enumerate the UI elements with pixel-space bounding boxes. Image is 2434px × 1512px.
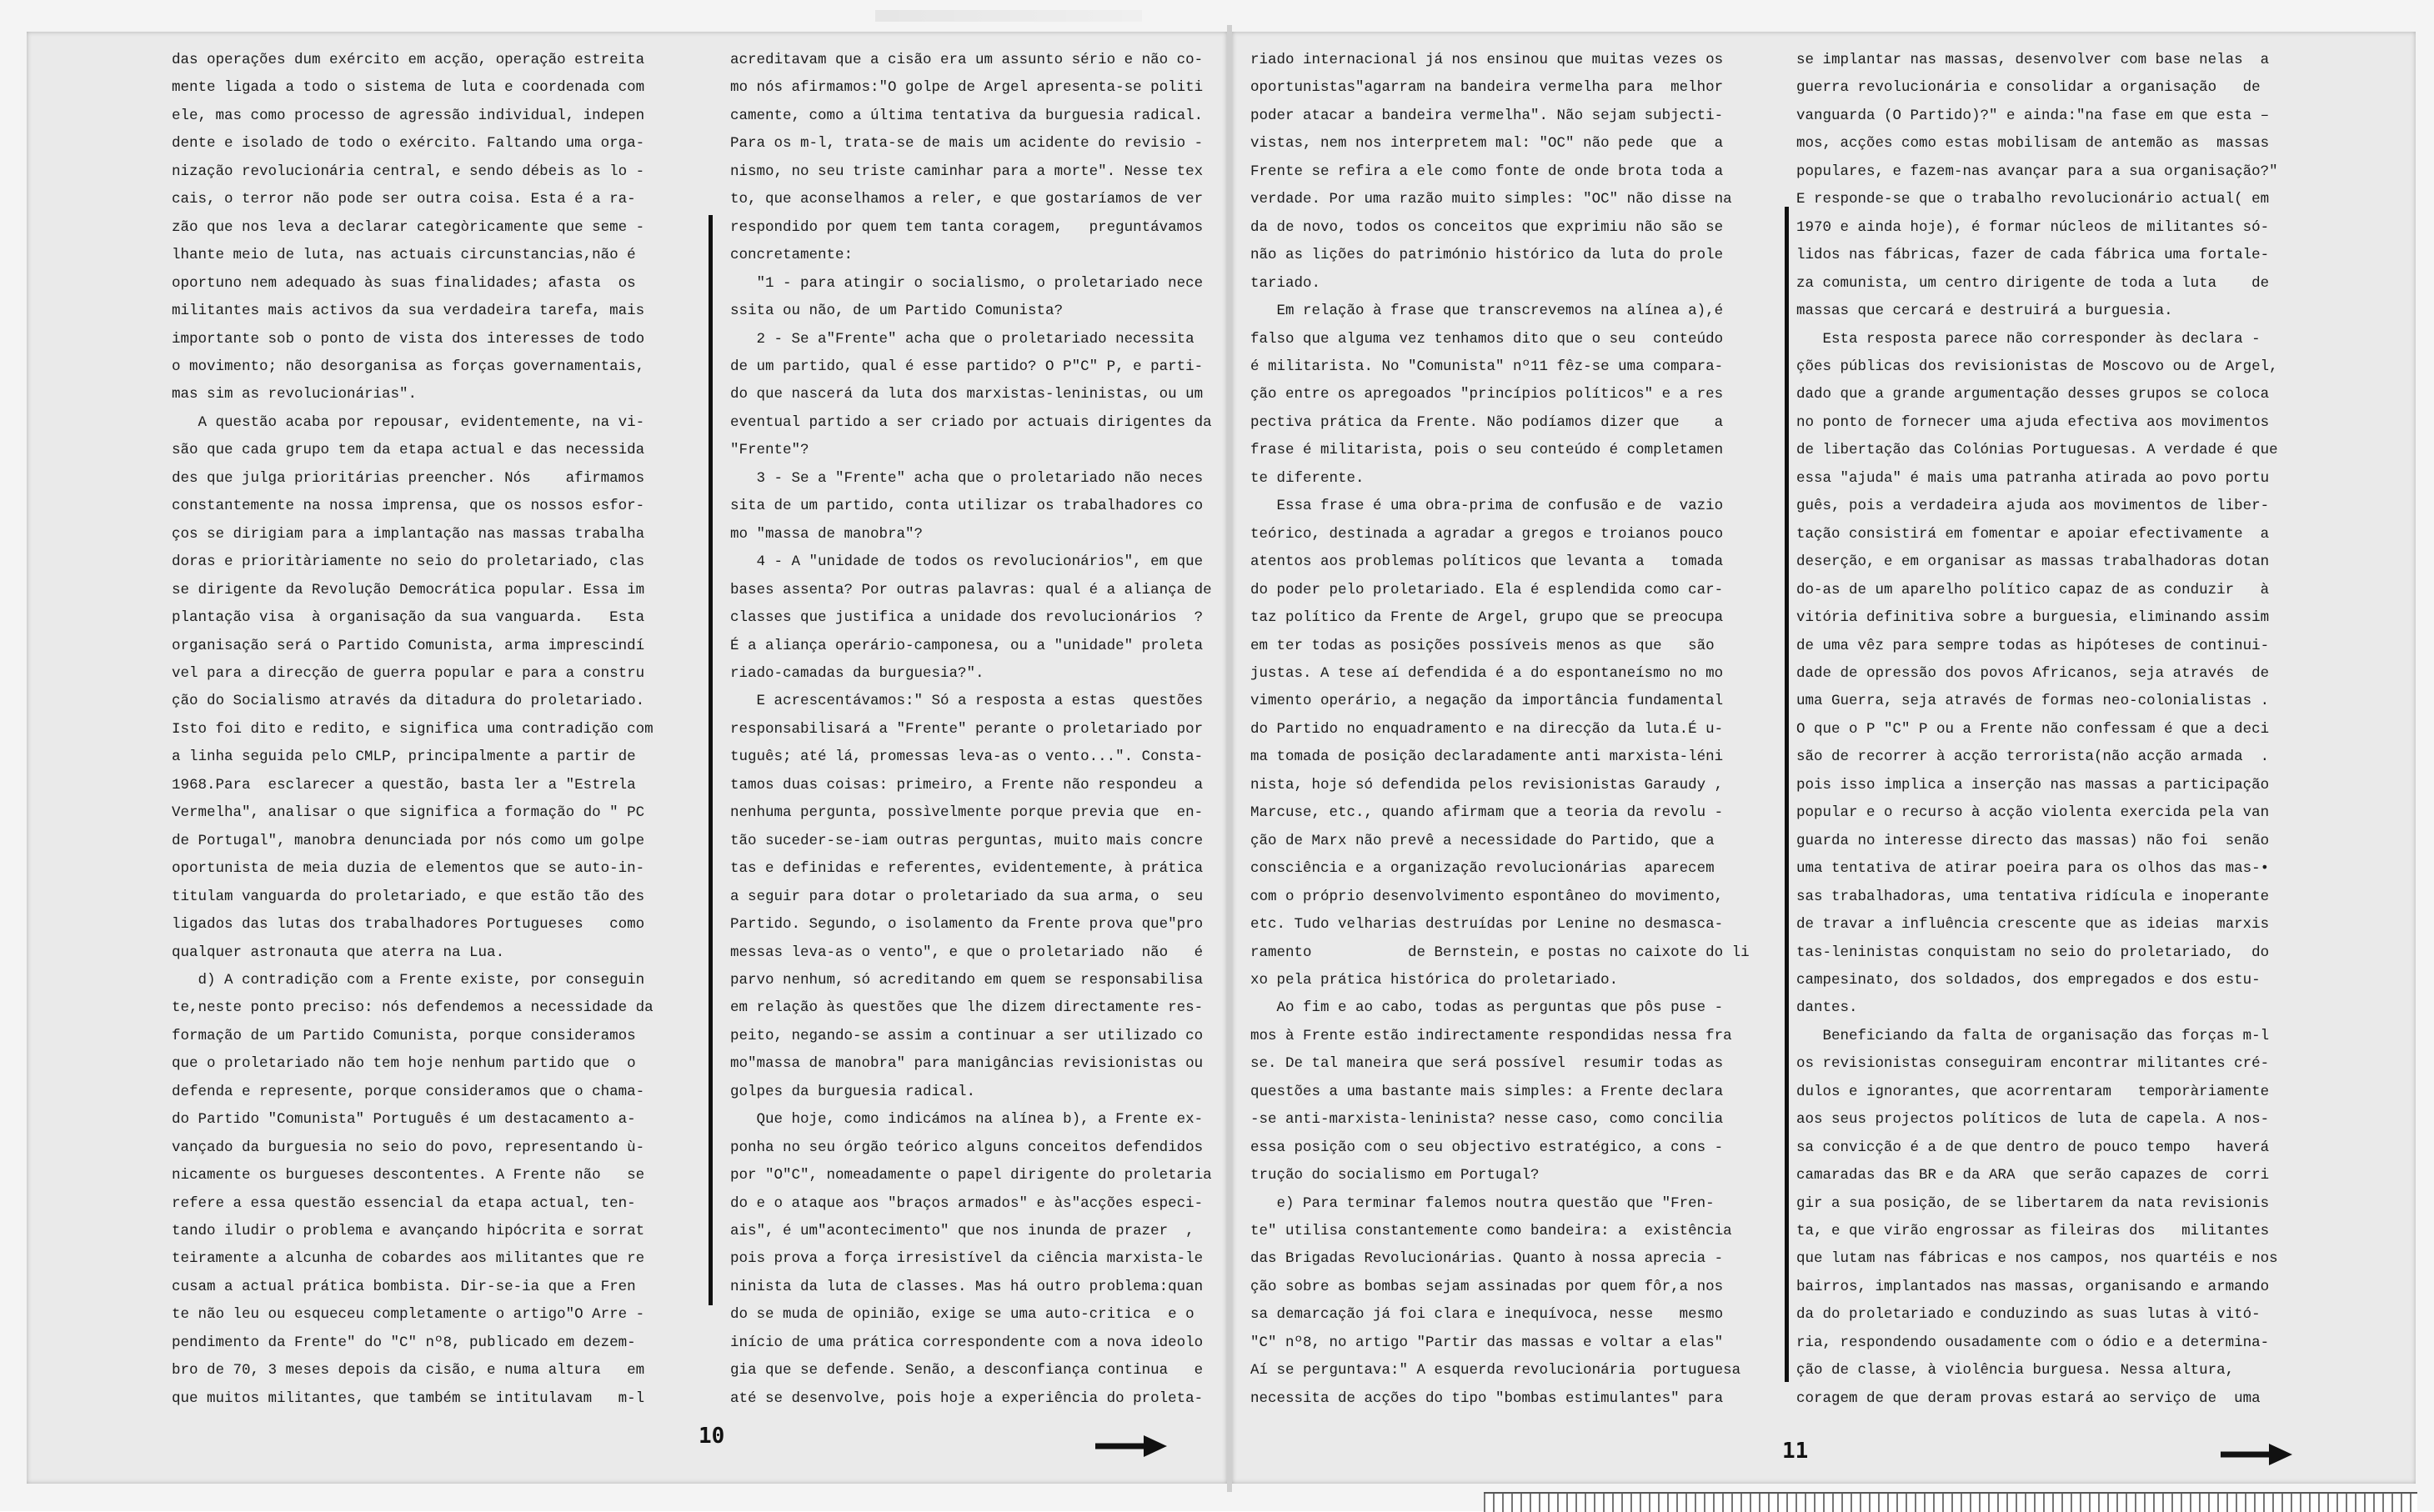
text-line: são de recorrer à acção terrorista(não acção armada . (1796, 748, 2270, 766)
text-line: Partido. Segundo, o isolamento da Frente prova que"pro (730, 916, 1204, 934)
text-line: te não leu ou esqueceu completamente o artigo"O Arre - (172, 1306, 645, 1324)
text-line: início de uma prática correspondente com a nova ideolo (730, 1334, 1204, 1351)
text-line: Esta resposta parece não corresponder às declara - (1796, 330, 2261, 348)
text-line: ssita ou não, de um Partido Comunista? (730, 303, 1064, 320)
text-line: te,neste ponto preciso: nós defendemos a necessidade da (172, 999, 654, 1017)
text-line: da de novo, todos os conceitos que exprimiu não são se (1250, 218, 1724, 236)
text-line: poder atacar a bandeira vermelha". Não sejam subjecti- (1250, 107, 1724, 124)
text-line: oportunistas"agarram na bandeira vermelha para melhor (1250, 79, 1724, 97)
text-line: em ter todas as posições possíveis menos as que são (1250, 637, 1715, 654)
margin-highlight-bar (1785, 207, 1789, 1382)
text-line: do-as de um aparelho político capaz de as conduzir à (1796, 581, 2270, 598)
text-line: tão suceder-se-iam outras perguntas, muito mais concre (730, 832, 1204, 849)
text-line: Em relação à frase que transcrevemos na alínea a),é (1250, 303, 1724, 320)
text-line: vistas, nem nos interpretem mal: "OC" não pede que a (1250, 135, 1724, 153)
right-arrow-icon (2219, 1440, 2296, 1469)
text-line: os revisionistas conseguiram encontrar militantes cré- (1796, 1055, 2270, 1073)
text-line: Vermelha", analisar o que significa a formação do " PC (172, 804, 645, 822)
text-line: de uma vêz para sempre todas as hipóteses de continui- (1796, 637, 2270, 654)
text-line: consciência e a organização revolucionárias aparecem (1250, 860, 1715, 878)
text-line: ção de Marx não prevê a necessidade do Partido, que a (1250, 832, 1715, 849)
text-line: etc. Tudo velharias destruídas por Lenine no desmasca- (1250, 916, 1724, 934)
text-line: questões a uma bastante mais simples: a Frente declara (1250, 1083, 1724, 1100)
text-line: peito, negando-se assim a continuar a ser utilizado co (730, 1027, 1204, 1044)
text-line: messas leva-as o vento", e que o proletariado não é (730, 944, 1204, 961)
text-line: uma tentativa de atirar poeira para os olhos das mas-• (1796, 860, 2270, 878)
text-line: riado internacional já nos ensinou que muitas vezes os (1250, 52, 1724, 68)
text-line: tas e definidas e referentes, evidentemente, à prática (730, 860, 1204, 878)
text-line: do poder pelo proletariado. Ela é esplendida como car- (1250, 581, 1724, 598)
text-line: deserção, e em organisar as massas trabalhadoras dotan (1796, 553, 2270, 571)
text-line: das operações dum exército em acção, operação estreita (172, 52, 645, 68)
text-line: necessita de acções do tipo "bombas estimulantes" para (1250, 1389, 1724, 1407)
text-line: 1968.Para esclarecer a questão, basta ler a "Estrela (172, 776, 636, 794)
text-line: ponha no seu órgão teórico alguns conceitos defendidos (730, 1139, 1204, 1156)
text-line: tariado. (1250, 274, 1321, 292)
text-line: nização revolucionária central, e sendo débeis as lo - (172, 163, 645, 180)
text-line: que muitos militantes, que também se intitulavam m-l (172, 1389, 645, 1407)
text-line: do Partido "Comunista" Português é um destacamento a- (172, 1111, 636, 1129)
text-line: pectiva prática da Frente. Não podíamos dizer que a (1250, 413, 1724, 431)
text-line: falso que alguma vez tenhamos dito que o seu conteúdo (1250, 330, 1724, 348)
text-line: dantes. (1796, 999, 1858, 1017)
text-line: sita de um partido, conta utilizar os trabalhadores co (730, 498, 1204, 515)
text-line: bro de 70, 3 meses depois da cisão, e numa altura em (172, 1362, 645, 1379)
text-line: "C" nº8, no artigo "Partir das massas e voltar a elas" (1250, 1334, 1724, 1351)
text-line: teiramente a alcunha de cobardes aos militantes que re (172, 1250, 645, 1268)
text-line: mo"massa de manobra" para manigâncias revisionistas ou (730, 1055, 1204, 1073)
text-line: d) A contradição com a Frente existe, por conseguin (172, 971, 645, 989)
text-line: mo "massa de manobra"? (730, 525, 924, 543)
text-line: ção sobre as bombas sejam assinadas por quem fôr,a nos (1250, 1278, 1724, 1295)
text-line: plantação visa à organisação da sua vanguarda. Esta (172, 609, 645, 627)
text-line: oportuno nem adequado às suas finalidades; afasta os (172, 274, 636, 292)
text-line: bases assenta? Por outras palavras: qual é a aliança de (730, 581, 1212, 598)
text-line: dado que a grande argumentação desses grupos se coloca (1796, 386, 2270, 403)
text-line: teórico, destinada a agradar a gregos e troianos pouco (1250, 525, 1724, 543)
text-line: "Frente"? (730, 442, 809, 459)
text-line: de travar a influência crescente que as ideias marxis (1796, 916, 2270, 934)
text-line: importante sob o ponto de vista dos interesses de todo (172, 330, 645, 348)
text-line: formação de um Partido Comunista, porque consideramos (172, 1027, 636, 1044)
right-arrow-icon (1094, 1432, 1170, 1460)
text-line: to, que aconselhamos a reler, e que gostaríamos de ver (730, 191, 1204, 208)
text-line: no ponto de fornecer uma ajuda efectiva aos movimentos (1796, 413, 2270, 431)
text-line: eventual partido a ser criado por actuais dirigentes da (730, 413, 1212, 431)
page-number-left: 10 (699, 1424, 725, 1449)
text-line: de libertação das Colónias Portuguesas. A verdade é que (1796, 442, 2278, 459)
text-line: dulos e ignorantes, que acorrentaram temporàriamente (1796, 1083, 2270, 1100)
page-number-right: 11 (1782, 1439, 1809, 1464)
text-line: dente e isolado de todo o exército. Faltando uma orga- (172, 135, 645, 153)
scan-edge-smudge (875, 10, 1142, 22)
left-page-column-1 (172, 47, 697, 1414)
text-line: ção de classe, à violência burguesa. Nessa altura, (1796, 1362, 2235, 1379)
text-line: golpes da burguesia radical. (730, 1083, 976, 1100)
text-line: ais", é um"acontecimento" que nos inunda de prazer , (730, 1223, 1194, 1240)
text-line: sa demarcação já foi clara e inequívoca, nesse mesmo (1250, 1306, 1724, 1324)
text-line: xo pela prática histórica do proletariado. (1250, 971, 1619, 989)
text-line: com o próprio desenvolvimento espontâneo do movimento, (1250, 888, 1724, 905)
text-line: se dirigente da Revolução Democrática popular. Essa im (172, 581, 645, 598)
text-line: Que hoje, como indicámos na alínea b), a Frente ex- (730, 1111, 1204, 1129)
text-line: titulam vanguarda do proletariado, e que estão tão des (172, 888, 645, 905)
text-line: oportunista de meia duzia de elementos que se auto-in- (172, 860, 645, 878)
text-line: gir a sua posição, de se libertarem da nata revisionis (1796, 1194, 2270, 1212)
text-line: que lutam nas fábricas e nos campos, nos quartéis e nos (1796, 1250, 2278, 1268)
text-line: vitória definitiva sobre a burguesia, eliminando assim (1796, 609, 2270, 627)
text-line: guês, pois a verdadeira ajuda aos movimentos de liber- (1796, 498, 2270, 515)
text-line: massas que cercará e destruirá a burguesia. (1796, 303, 2173, 320)
text-line: nicamente os burgueses descontentes. A Frente não se (172, 1167, 645, 1184)
text-line: tação consistirá em fomentar e apoiar efectivamente a (1796, 525, 2270, 543)
text-line: do que nascerá da luta dos marxistas-leninistas, ou um (730, 386, 1204, 403)
text-line: 2 - Se a"Frente" acha que o proletariado necessita (730, 330, 1194, 348)
text-line: tuguês; até lá, promessas leva-as o vento...". Consta- (730, 748, 1204, 766)
text-line: que o proletariado não tem hoje nenhum partido que o (172, 1055, 636, 1073)
text-line: 4 - A "unidade de todos os revolucionários", em que (730, 553, 1204, 571)
text-line: mos à Frente estão indirectamente respondidas nessa fra (1250, 1027, 1732, 1044)
text-line: mente ligada a todo o sistema de luta e coordenada com (172, 79, 645, 97)
text-line: Beneficiando da falta de organisação das forças m-l (1796, 1027, 2270, 1044)
text-line: classes que justifica a unidade dos revolucionários ? (730, 609, 1204, 627)
text-line: ções públicas dos revisionistas de Moscovo ou de Argel, (1796, 358, 2278, 375)
text-line: Ao fim e ao cabo, todas as perguntas que pôs puse - (1250, 999, 1724, 1017)
text-line: de Portugal", manobra denunciada por nós como um golpe (172, 832, 645, 849)
text-line: ção do Socialismo através da ditadura do proletariado. (172, 693, 645, 710)
text-line: pendimento da Frente" do "C" nº8, publicado em dezem- (172, 1334, 636, 1351)
text-line: se implantar nas massas, desenvolver com base nelas a (1796, 52, 2270, 68)
text-line: ele, mas como processo de agressão individual, indepen (172, 107, 645, 124)
text-line: 3 - Se a "Frente" acha que o proletariado não neces (730, 469, 1204, 487)
text-line: popular e o recurso à acção violenta exercida pela van (1796, 804, 2270, 822)
text-line: gia que se defende. Senão, a desconfiança continua e (730, 1362, 1204, 1379)
text-line: militantes mais activos da sua verdadeira tarefa, mais (172, 303, 645, 320)
text-line: refere a essa questão essencial da etapa actual, ten- (172, 1194, 636, 1212)
text-line: e) Para terminar falemos noutra questão que "Fren- (1250, 1194, 1715, 1212)
text-line: -se anti-marxista-leninista? nesse caso, como concilia (1250, 1111, 1724, 1129)
text-line: aos seus projectos políticos de luta de capela. A nos- (1796, 1111, 2270, 1129)
text-line: nenhuma pergunta, possìvelmente porque previa que en- (730, 804, 1204, 822)
text-line: essa posição com o seu objectivo estratégico, a cons - (1250, 1139, 1724, 1156)
text-line: ramento de Bernstein, e postas no caixote do li (1250, 944, 1750, 961)
text-line: sa convicção é a de que dentro de pouco tempo haverá (1796, 1139, 2270, 1156)
text-line: de um partido, qual é esse partido? O P"C" P, e parti- (730, 358, 1204, 375)
text-line: lidos nas fábricas, fazer de cada fábrica uma fortale- (1796, 247, 2270, 264)
text-line: tas-leninistas conquistam no seio do proletariado, do (1796, 944, 2270, 961)
text-line: 1970 e ainda hoje), é formar núcleos de militantes só- (1796, 218, 2270, 236)
text-line: populares, e fazem-nas avançar para a sua organisação?" (1796, 163, 2278, 180)
text-line: ninista da luta de classes. Mas há outro problema:quan (730, 1278, 1204, 1295)
text-line: O que o P "C" P ou a Frente não confessam é que a deci (1796, 720, 2270, 738)
text-line: taz político da Frente de Argel, grupo que se preocupa (1250, 609, 1724, 627)
text-line: a seguir para dotar o proletariado da sua arma, o seu (730, 888, 1204, 905)
text-line: vanguarda (O Partido)?" e ainda:"na fase em que esta – (1796, 107, 2270, 124)
left-page-column-2 (730, 47, 1230, 1414)
text-line: des que julga prioritárias preencher. Nós afirmamos (172, 469, 645, 487)
text-line: ção entre os apregoados "princípios políticos" e a res (1250, 386, 1724, 403)
text-line: Marcuse, etc., quando afirmam que a teoria da revolu - (1250, 804, 1724, 822)
text-line: concretamente: (730, 247, 854, 264)
text-line: vançado da burguesia no seio do povo, representando ù- (172, 1139, 645, 1156)
text-line: tamos duas coisas: primeiro, a Frente não respondeu a (730, 776, 1204, 794)
text-line: riado-camadas da burguesia?". (730, 664, 984, 682)
text-line: em relação às questões que lhe dizem directamente res- (730, 999, 1204, 1017)
text-line: acreditavam que a cisão era um assunto sério e não co- (730, 52, 1204, 68)
text-line: é militarista. No "Comunista" nº11 fêz-se uma compara- (1250, 358, 1724, 375)
text-line: É a aliança operário-camponesa, ou a "unidade" proleta (730, 637, 1204, 654)
right-page-column-2 (1796, 47, 2321, 1414)
text-line: Para os m-l, trata-se de mais um acidente do revisio - (730, 135, 1204, 153)
text-line: vimento operário, a negação da importância fundamental (1250, 693, 1724, 710)
text-line: essa "ajuda" é mais uma patranha atirada ao povo portu (1796, 469, 2270, 487)
text-line: campesinato, dos soldados, dos empregados e dos estu- (1796, 971, 2261, 989)
text-line: A questão acaba por repousar, evidentemente, na vi- (172, 413, 645, 431)
text-line: respondido por quem tem tanta coragem, preguntávamos (730, 218, 1204, 236)
text-line: nismo, no seu triste caminhar para a morte". Nesse tex (730, 163, 1204, 180)
text-line: das Brigadas Revolucionárias. Quanto à nossa aprecia - (1250, 1250, 1724, 1268)
text-line: do se muda de opinião, exige se uma auto-critica e o (730, 1306, 1194, 1324)
margin-highlight-bar (709, 215, 713, 1305)
text-line: Isto foi dito e redito, e significa uma contradição com (172, 720, 654, 738)
text-line: se. De tal maneira que será possível resumir todas as (1250, 1055, 1724, 1073)
text-line: justas. A tese aí defendida é a do espontaneísmo no mo (1250, 664, 1724, 682)
text-line: qualquer astronauta que aterra na Lua. (172, 944, 505, 961)
text-line: organisação será o Partido Comunista, arma imprescindí (172, 637, 645, 654)
text-line: dade de opressão dos povos Africanos, seja através de (1796, 664, 2270, 682)
text-line: coragem de que deram provas estará ao serviço de uma (1796, 1389, 2261, 1407)
text-line: até se desenvolve, pois hoje a experiência do proleta- (730, 1389, 1204, 1407)
text-line: ços se dirigiam para a implantação nas massas trabalha (172, 525, 645, 543)
text-line: mo nós afirmamos:"O golpe de Argel apresenta-se politi (730, 79, 1204, 97)
text-line: za comunista, um centro dirigente de toda a luta de (1796, 274, 2270, 292)
text-line: te diferente. (1250, 469, 1365, 487)
text-line: camaradas das BR e da ARA que serão capazes de corri (1796, 1167, 2270, 1184)
text-line: pois prova a força irresistível da ciência marxista-le (730, 1250, 1204, 1268)
text-line: cusam a actual prática bombista. Dir-se-ia que a Fren (172, 1278, 636, 1295)
text-line: E acrescentávamos:" Só a resposta a estas questões (730, 693, 1204, 710)
scan-scale-ruler (1484, 1492, 2417, 1512)
text-line: do e o ataque aos "braços armados" e às"acções especi- (730, 1194, 1204, 1212)
text-line: são que cada grupo tem da etapa actual e das necessida (172, 442, 645, 459)
text-line: sas trabalhadoras, uma tentativa ridícula e inoperante (1796, 888, 2270, 905)
text-line: ligados das lutas dos trabalhadores Portugueses como (172, 916, 645, 934)
text-line: da do proletariado e conduzindo as suas lutas à vitó- (1796, 1306, 2261, 1324)
text-line: E responde-se que o trabalho revolucionário actual( em (1796, 191, 2270, 208)
text-line: o movimento; não desorganisa as forças governamentais, (172, 358, 645, 375)
text-line: uma Guerra, seja através de formas neo-colonialistas . (1796, 693, 2270, 710)
text-line: cais, o terror não pode ser outra coisa. Esta é a ra- (172, 191, 636, 208)
text-line: mas sim as revolucionárias". (172, 386, 418, 403)
text-line: nista, hoje só defendida pelos revisionistas Garaudy , (1250, 776, 1724, 794)
text-line: ma tomada de posição declaradamente anti marxista-léni (1250, 748, 1724, 766)
text-line: constantemente na nossa imprensa, que os nossos esfor- (172, 498, 645, 515)
right-page-column-1 (1250, 47, 1771, 1414)
text-line: não as lições do património histórico da luta do prole (1250, 247, 1724, 264)
text-line: pois isso implica a inserção nas massas a participação (1796, 776, 2270, 794)
text-line: mos, acções como estas mobilisam de antemão as massas (1796, 135, 2270, 153)
text-line: a linha seguida pelo CMLP, principalmente a partir de (172, 748, 636, 766)
text-line: "1 - para atingir o socialismo, o proletariado nece (730, 274, 1204, 292)
text-line: ria, respondendo ousadamente com o ódio e a determina- (1796, 1334, 2270, 1351)
text-line: guarda no interesse directo das massas) não foi senão (1796, 832, 2270, 849)
text-line: camente, como a última tentativa da burguesia radical. (730, 107, 1204, 124)
text-line: Essa frase é uma obra-prima de confusão e de vazio (1250, 498, 1724, 515)
text-line: frase é militarista, pois o seu conteúdo é completamen (1250, 442, 1724, 459)
text-line: lhante meio de luta, nas actuais circunstancias,não é (172, 247, 636, 264)
text-line: doras e prioritàriamente no seio do proletariado, clas (172, 553, 645, 571)
text-line: responsabilisará a "Frente" perante o proletariado por (730, 720, 1204, 738)
text-line: do Partido no enquadramento e na direcção da luta.É u- (1250, 720, 1724, 738)
text-line: tando iludir o problema e avançando hipócrita e sorrat (172, 1223, 645, 1240)
text-line: Frente se refira a ele como fonte de onde brota toda a (1250, 163, 1724, 180)
text-line: Aí se perguntava:" A esquerda revolucionária portuguesa (1250, 1362, 1741, 1379)
text-line: verdade. Por uma razão muito simples: "OC" não disse na (1250, 191, 1732, 208)
text-line: guerra revolucionária e consolidar a organisação de (1796, 79, 2261, 97)
text-line: te" utilisa constantemente como bandeira: a existência (1250, 1223, 1732, 1240)
text-line: zão que nos leva a declarar categòricamente que seme - (172, 218, 645, 236)
text-line: trução do socialismo em Portugal? (1250, 1167, 1540, 1184)
text-line: parvo nenhum, só acreditando em quem se responsabilisa (730, 971, 1204, 989)
text-line: por "O"C", nomeadamente o papel dirigente do proletaria (730, 1167, 1212, 1184)
text-line: defenda e represente, porque consideramos que o chama- (172, 1083, 645, 1100)
text-line: ta, e que virão engrossar as fileiras dos militantes (1796, 1223, 2270, 1240)
text-line: vel para a direcção de guerra popular e para a constru (172, 664, 645, 682)
text-line: atentos aos problemas políticos que levanta a tomada (1250, 553, 1724, 571)
text-line: bairros, implantados nas massas, organisando e armando (1796, 1278, 2270, 1295)
